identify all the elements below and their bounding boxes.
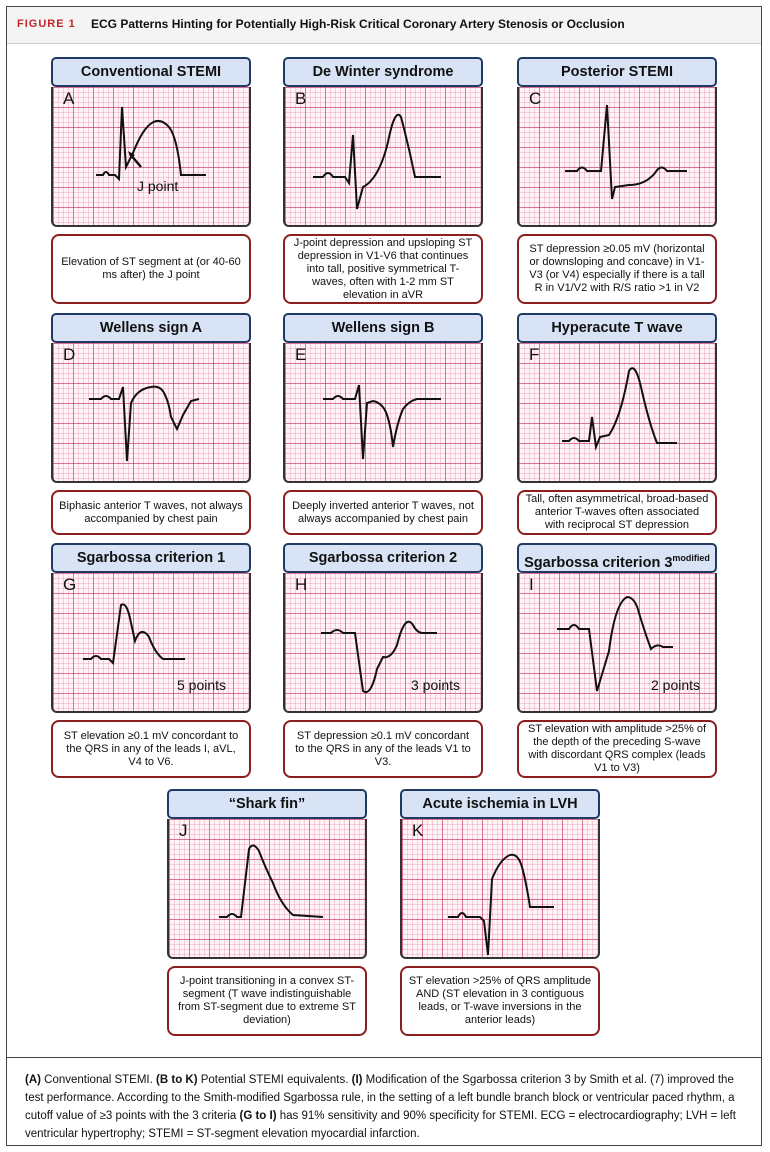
panel-letter: G	[63, 575, 77, 594]
figure-label: FIGURE 1	[17, 18, 76, 30]
panel-title: Conventional STEMI	[51, 57, 251, 87]
panel-description: ST elevation >25% of QRS amplitude AND (ST elevation in 3 contiguous leads, or T-wave inversions in the anterior leads)	[400, 966, 600, 1036]
panel-letter: I	[529, 575, 534, 594]
panel-description: Deeply inverted anterior T waves, not always accompanied by chest pain	[283, 490, 483, 535]
figure-title: ECG Patterns Hinting for Potentially High-Risk Critical Coronary Artery Stenosis or Occlusion	[91, 17, 625, 31]
panel-letter: F	[529, 345, 540, 364]
panel-description: Biphasic anterior T waves, not always accompanied by chest pain	[51, 490, 251, 535]
panel-title: Wellens sign A	[51, 313, 251, 343]
panel-title: Posterior STEMI	[517, 57, 717, 87]
j-point-label: J point	[137, 178, 179, 194]
panel-title: “Shark fin”	[167, 789, 367, 819]
panel-letter: A	[63, 89, 75, 108]
ecg-waveform	[400, 819, 600, 959]
panel-letter: K	[412, 821, 424, 840]
points-label: 3 points	[411, 677, 461, 693]
panel-title: Sgarbossa criterion 2	[283, 543, 483, 573]
ecg-waveform	[283, 343, 483, 483]
panel-description: ST depression ≥0.05 mV (horizontal or downsloping and concave) in V1-V3 (or V4) especially if there is a tall R in V1/V2 with R/S ratio >1 in V2	[517, 234, 717, 304]
panel-title: Sgarbossa criterion 1	[51, 543, 251, 573]
ecg-waveform	[167, 819, 367, 959]
panel-title: Hyperacute T wave	[517, 313, 717, 343]
panel-description: ST elevation with amplitude >25% of the depth of the preceding S-wave with discordant QRS complex (leads V1 to V3)	[517, 720, 717, 778]
points-label: 2 points	[651, 677, 701, 693]
panel-title: Sgarbossa criterion $3^{modified}$	[517, 543, 717, 573]
ecg-waveform	[517, 343, 717, 483]
panel-letter: D	[63, 345, 76, 364]
panel-letter: H	[295, 575, 308, 594]
panel-title: De Winter syndrome	[283, 57, 483, 87]
panel-description: J-point transitioning in a convex ST-segment (T wave indistinguishable from ST-segment due to extreme ST deviation)	[167, 966, 367, 1036]
panel-description: J-point depression and upsloping ST depression in V1-V6 that continues into tall, positive symmetrical T-waves, often with 1-2 mm ST elevation in aVR	[283, 234, 483, 304]
figure-caption: (A) Conventional STEMI. (B to K) Potential STEMI equivalents. (I) Modification of the Sgarbossa criterion 3 by Smith et al. (7) improved the test performance. According to the Smith-modified Sgarbossa rule, in the setting of a left bundle branch block or ventricular paced rhythm, a cutoff value of ≥3 points with the 3 criteria (G to I) has 91% sensitivity and 90% specificity for STEMI. ECG = electrocardiography; LVH = left ventricular hypertrophy; STEMI = ST-segment elevation myocardial infarction.	[7, 1057, 761, 1145]
panel-letter: B	[295, 89, 307, 108]
panel-description: ST elevation ≥0.1 mV concordant to the QRS in any of the leads I, aVL, V4 to V6.	[51, 720, 251, 778]
panel-title: Acute ischemia in LVH	[400, 789, 600, 819]
ecg-waveform	[283, 87, 483, 227]
points-label: 5 points	[177, 677, 227, 693]
panel-title: Wellens sign B	[283, 313, 483, 343]
ecg-waveform	[51, 343, 251, 483]
panel-letter: E	[295, 345, 307, 364]
title-superscript: modified	[672, 553, 710, 563]
panel-description: Tall, often asymmetrical, broad-based anterior T-waves often associated with reciprocal ST depression	[517, 490, 717, 535]
figure-frame	[6, 6, 762, 1146]
ecg-waveform	[517, 87, 717, 227]
panel-description: ST depression ≥0.1 mV concordant to the QRS in any of the leads V1 to V3.	[283, 720, 483, 778]
panel-letter: C	[529, 89, 542, 108]
ecg-waveform	[51, 87, 251, 227]
panel-description: Elevation of ST segment at (or 40-60 ms after) the J point	[51, 234, 251, 304]
panel-letter: J	[179, 821, 188, 840]
figure-header	[7, 7, 761, 44]
